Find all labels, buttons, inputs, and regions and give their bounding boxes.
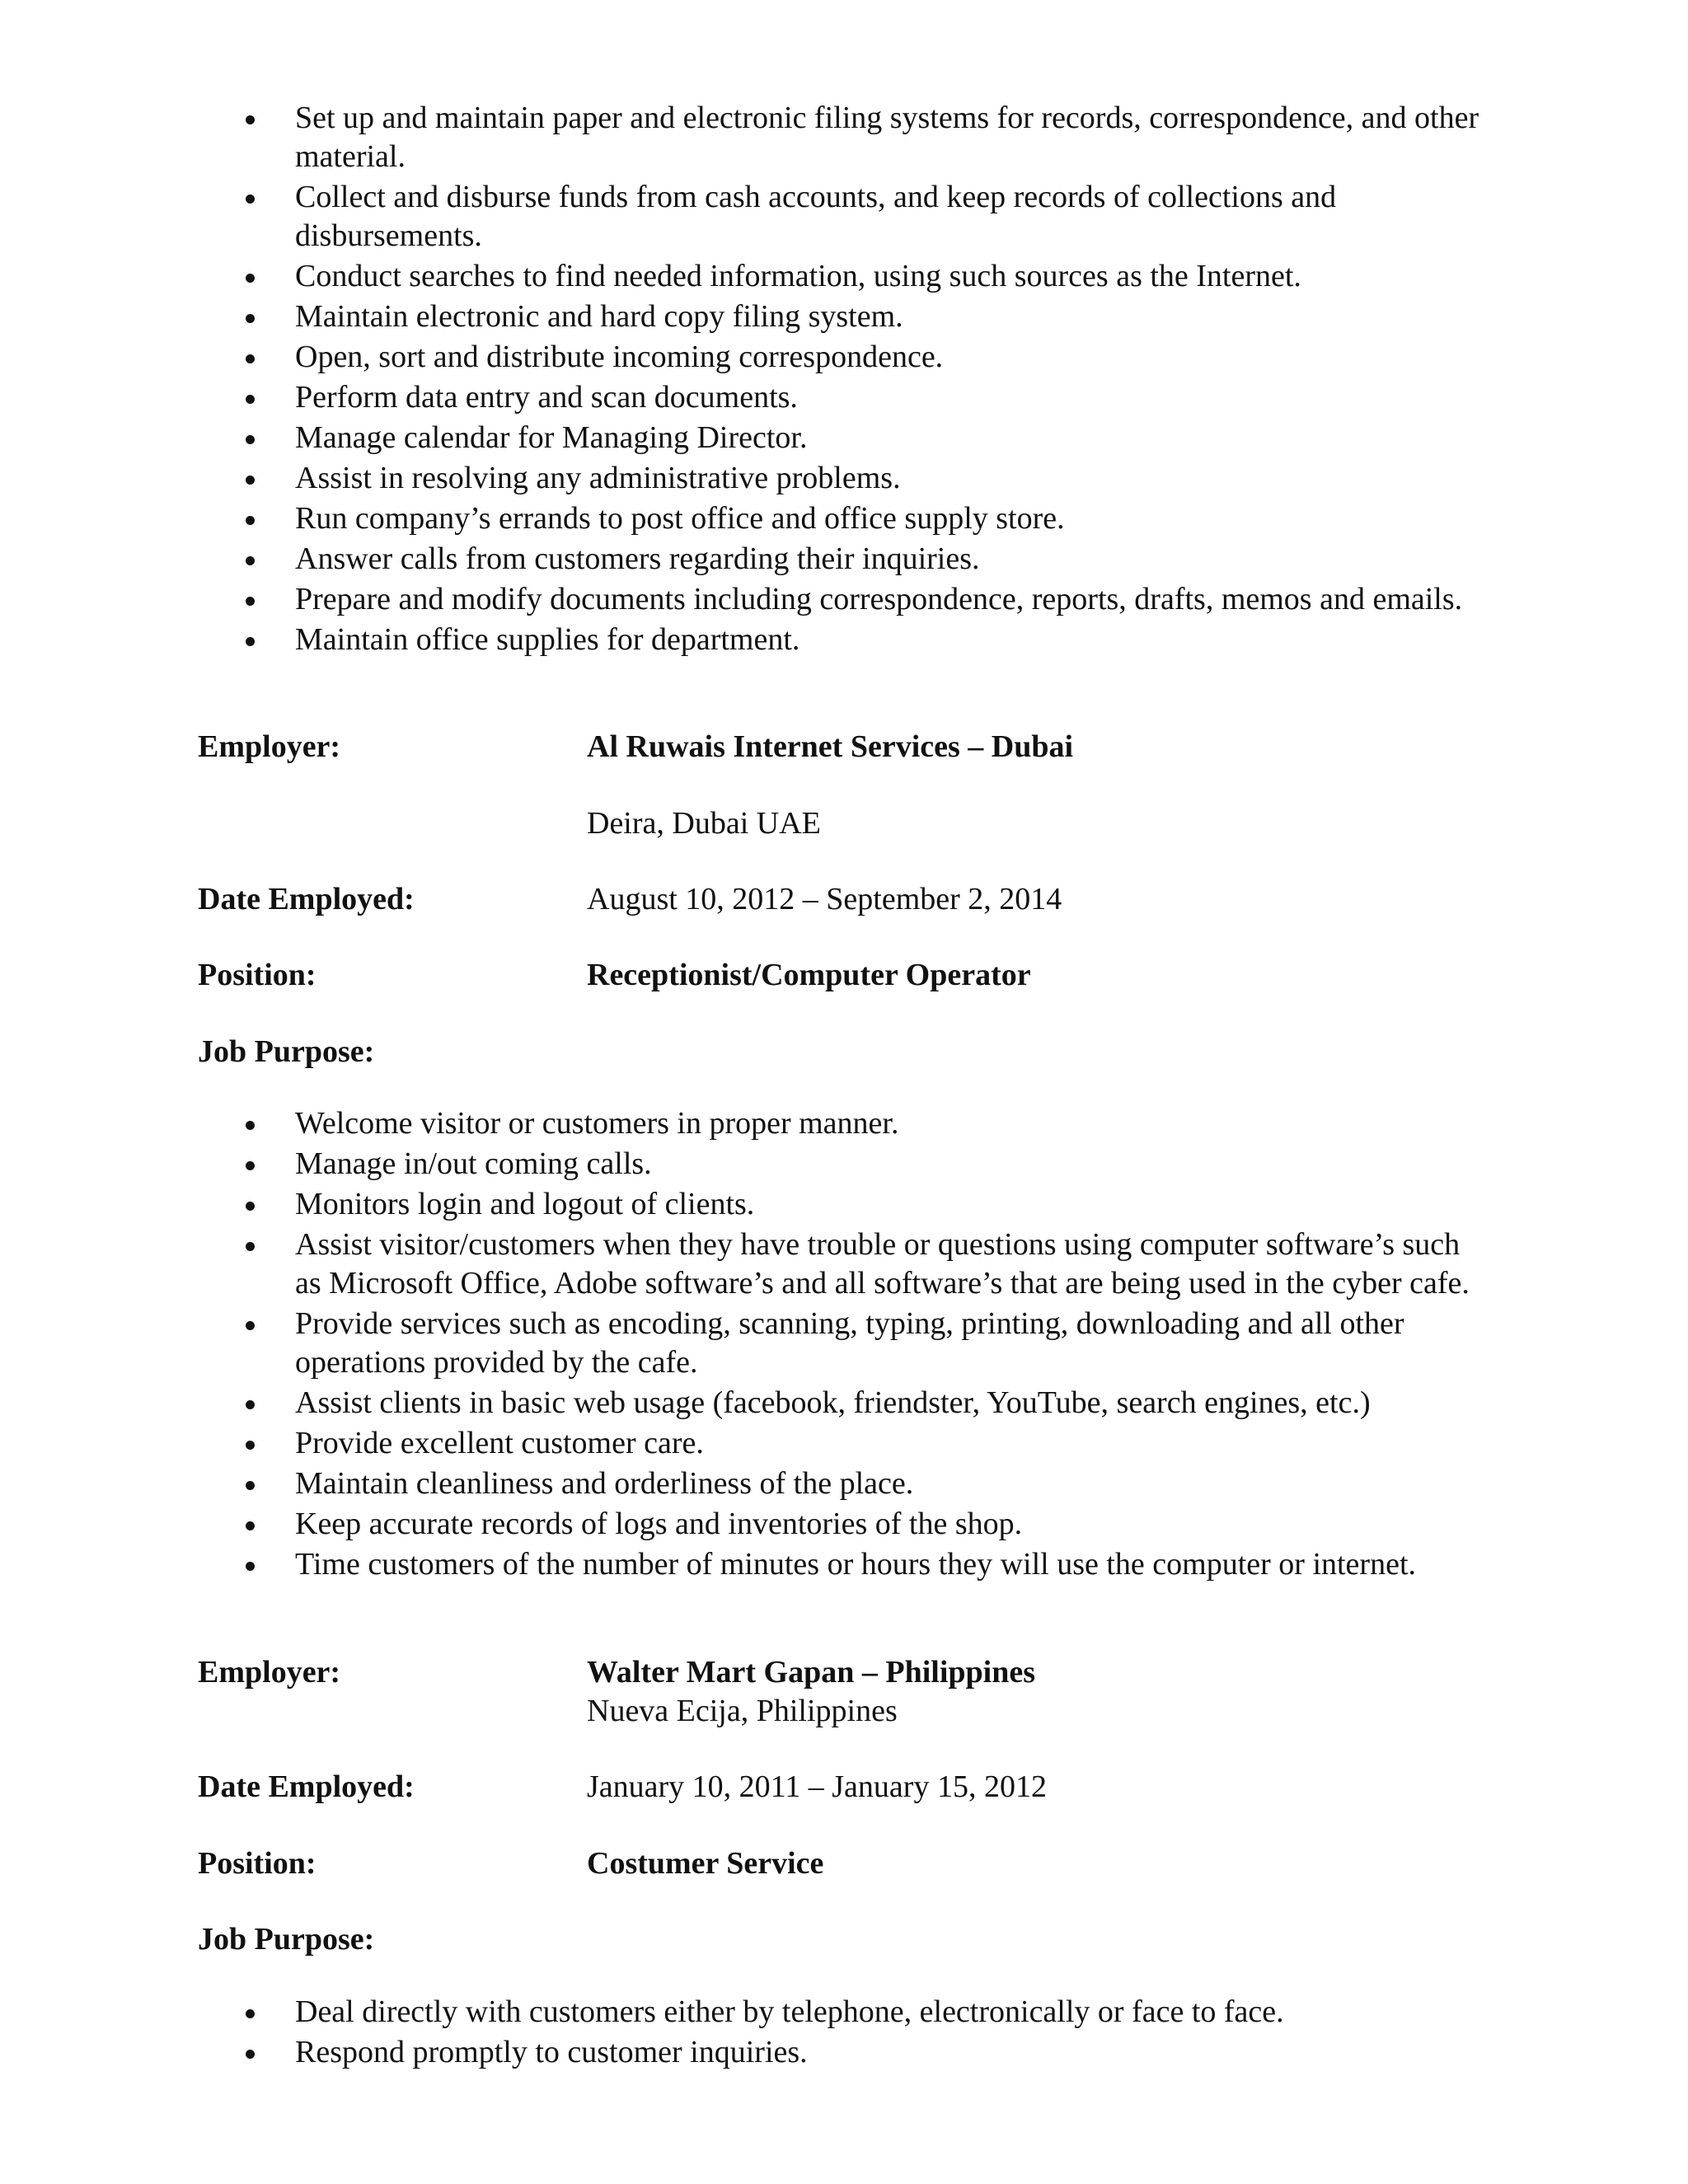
bullet-icon	[246, 1562, 255, 1571]
bullet-text: Set up and maintain paper and electronic filing systems for records, correspondence, and other material.	[295, 101, 1479, 174]
position-value: Receptionist/Computer Operator	[587, 958, 1031, 992]
bullet-icon	[246, 1521, 255, 1530]
bullet-icon	[246, 516, 255, 525]
bullet-text: Provide services such as encoding, scanning, typing, printing, downloading and all other operations provided by the cafe.	[295, 1306, 1404, 1380]
list-item	[198, 419, 1484, 457]
list-item	[198, 378, 1484, 417]
bullet-icon	[246, 314, 255, 323]
date-employed-label: Date Employed:	[198, 1769, 415, 1804]
list-item	[198, 1465, 1484, 1503]
bullet-icon	[246, 1441, 255, 1450]
bullet-icon	[246, 637, 255, 646]
bullet-text: Keep accurate records of logs and inventories of the shop.	[295, 1507, 1023, 1541]
bullet-icon	[246, 556, 255, 565]
list-item	[198, 1226, 1484, 1303]
list-item	[198, 298, 1484, 336]
bullet-text: Prepare and modify documents including correspondence, reports, drafts, memos and emails.	[295, 582, 1463, 616]
position-value: Costumer Service	[587, 1846, 824, 1881]
bullet-icon	[246, 2009, 255, 2018]
list-item	[198, 338, 1484, 377]
bullet-icon	[246, 2050, 255, 2059]
bullet-icon	[246, 354, 255, 363]
bullet-text: Collect and disburse funds from cash accounts, and keep records of collections and disbursements.	[295, 180, 1337, 253]
bullet-icon	[246, 1161, 255, 1170]
list-item	[198, 1384, 1484, 1422]
date-employed-label: Date Employed:	[198, 882, 415, 916]
list-item	[198, 1993, 1484, 2032]
bullet-icon	[246, 1242, 255, 1251]
list-item	[198, 1104, 1484, 1143]
bullet-text: Deal directly with customers either by telephone, electronically or face to face.	[295, 1994, 1284, 2029]
list-item	[198, 1505, 1484, 1544]
position-label: Position:	[198, 958, 316, 992]
bullet-icon	[246, 435, 255, 444]
bullet-icon	[246, 274, 255, 283]
bullet-icon	[246, 1121, 255, 1130]
bullet-text: Monitors login and logout of clients.	[295, 1187, 755, 1221]
job-purpose-label: Job Purpose:	[198, 1922, 375, 1957]
bullet-icon	[246, 1400, 255, 1409]
bullet-icon	[246, 194, 255, 204]
employer-label: Employer:	[198, 729, 341, 764]
bullet-text: Respond promptly to customer inquiries.	[295, 2035, 808, 2069]
bullet-text: Maintain cleanliness and orderliness of the place.	[295, 1466, 914, 1501]
list-item	[198, 1545, 1484, 1584]
employer-label: Employer:	[198, 1655, 341, 1690]
bullet-text: Answer calls from customers regarding their inquiries.	[295, 541, 980, 576]
employer-location: Deira, Dubai UAE	[587, 806, 821, 841]
list-item	[198, 178, 1484, 255]
list-item	[198, 1145, 1484, 1183]
bullet-text: Open, sort and distribute incoming correspondence.	[295, 340, 944, 374]
bullet-text: Assist in resolving any administrative problems.	[295, 461, 901, 495]
list-item	[198, 621, 1484, 659]
list-item	[198, 499, 1484, 538]
bullet-text: Perform data entry and scan documents.	[295, 380, 798, 415]
list-item	[198, 580, 1484, 619]
bullet-text: Maintain office supplies for department.	[295, 622, 800, 657]
bullet-text: Assist visitor/customers when they have trouble or questions using computer software’s such as Microsoft Office, Adobe software’s and all software’s that are being used in the cyber cafe.	[295, 1227, 1470, 1301]
bullet-icon	[246, 476, 255, 485]
list-item	[198, 1185, 1484, 1224]
bullet-text: Time customers of the number of minutes or hours they will use the computer or internet.	[295, 1547, 1417, 1582]
bullet-text: Conduct searches to find needed information, using such sources as the Internet.	[295, 259, 1301, 293]
list-item	[198, 2033, 1484, 2072]
list-item	[198, 459, 1484, 498]
duties-list-2	[198, 1104, 1484, 1586]
bullet-text: Manage in/out coming calls.	[295, 1146, 652, 1181]
bullet-icon	[246, 115, 255, 124]
bullet-icon	[246, 1202, 255, 1211]
bullet-text: Welcome visitor or customers in proper manner.	[295, 1106, 899, 1141]
job-purpose-label: Job Purpose:	[198, 1034, 375, 1069]
employer-location: Nueva Ecija, Philippines	[587, 1694, 898, 1728]
duties-list-3	[198, 1993, 1484, 2074]
list-item	[198, 257, 1484, 296]
list-item	[198, 1305, 1484, 1382]
employer-name: Al Ruwais Internet Services – Dubai	[587, 729, 1074, 764]
bullet-text: Provide excellent customer care.	[295, 1426, 704, 1460]
bullet-text: Assist clients in basic web usage (facebook, friendster, YouTube, search engines, etc.)	[295, 1385, 1371, 1420]
bullet-icon	[246, 597, 255, 606]
bullet-icon	[246, 1481, 255, 1490]
bullet-icon	[246, 395, 255, 404]
list-item	[198, 540, 1484, 579]
employer-name: Walter Mart Gapan – Philippines	[587, 1655, 1036, 1690]
bullet-text: Manage calendar for Managing Director.	[295, 420, 808, 455]
bullet-icon	[246, 1321, 255, 1330]
date-employed-value: January 10, 2011 – January 15, 2012	[587, 1769, 1047, 1804]
bullet-text: Run company’s errands to post office and office supply store.	[295, 501, 1065, 536]
bullet-text: Maintain electronic and hard copy filing system.	[295, 299, 903, 334]
date-employed-value: August 10, 2012 – September 2, 2014	[587, 882, 1062, 916]
list-item	[198, 99, 1484, 176]
duties-list-1	[198, 99, 1484, 661]
position-label: Position:	[198, 1846, 316, 1881]
list-item	[198, 1424, 1484, 1463]
